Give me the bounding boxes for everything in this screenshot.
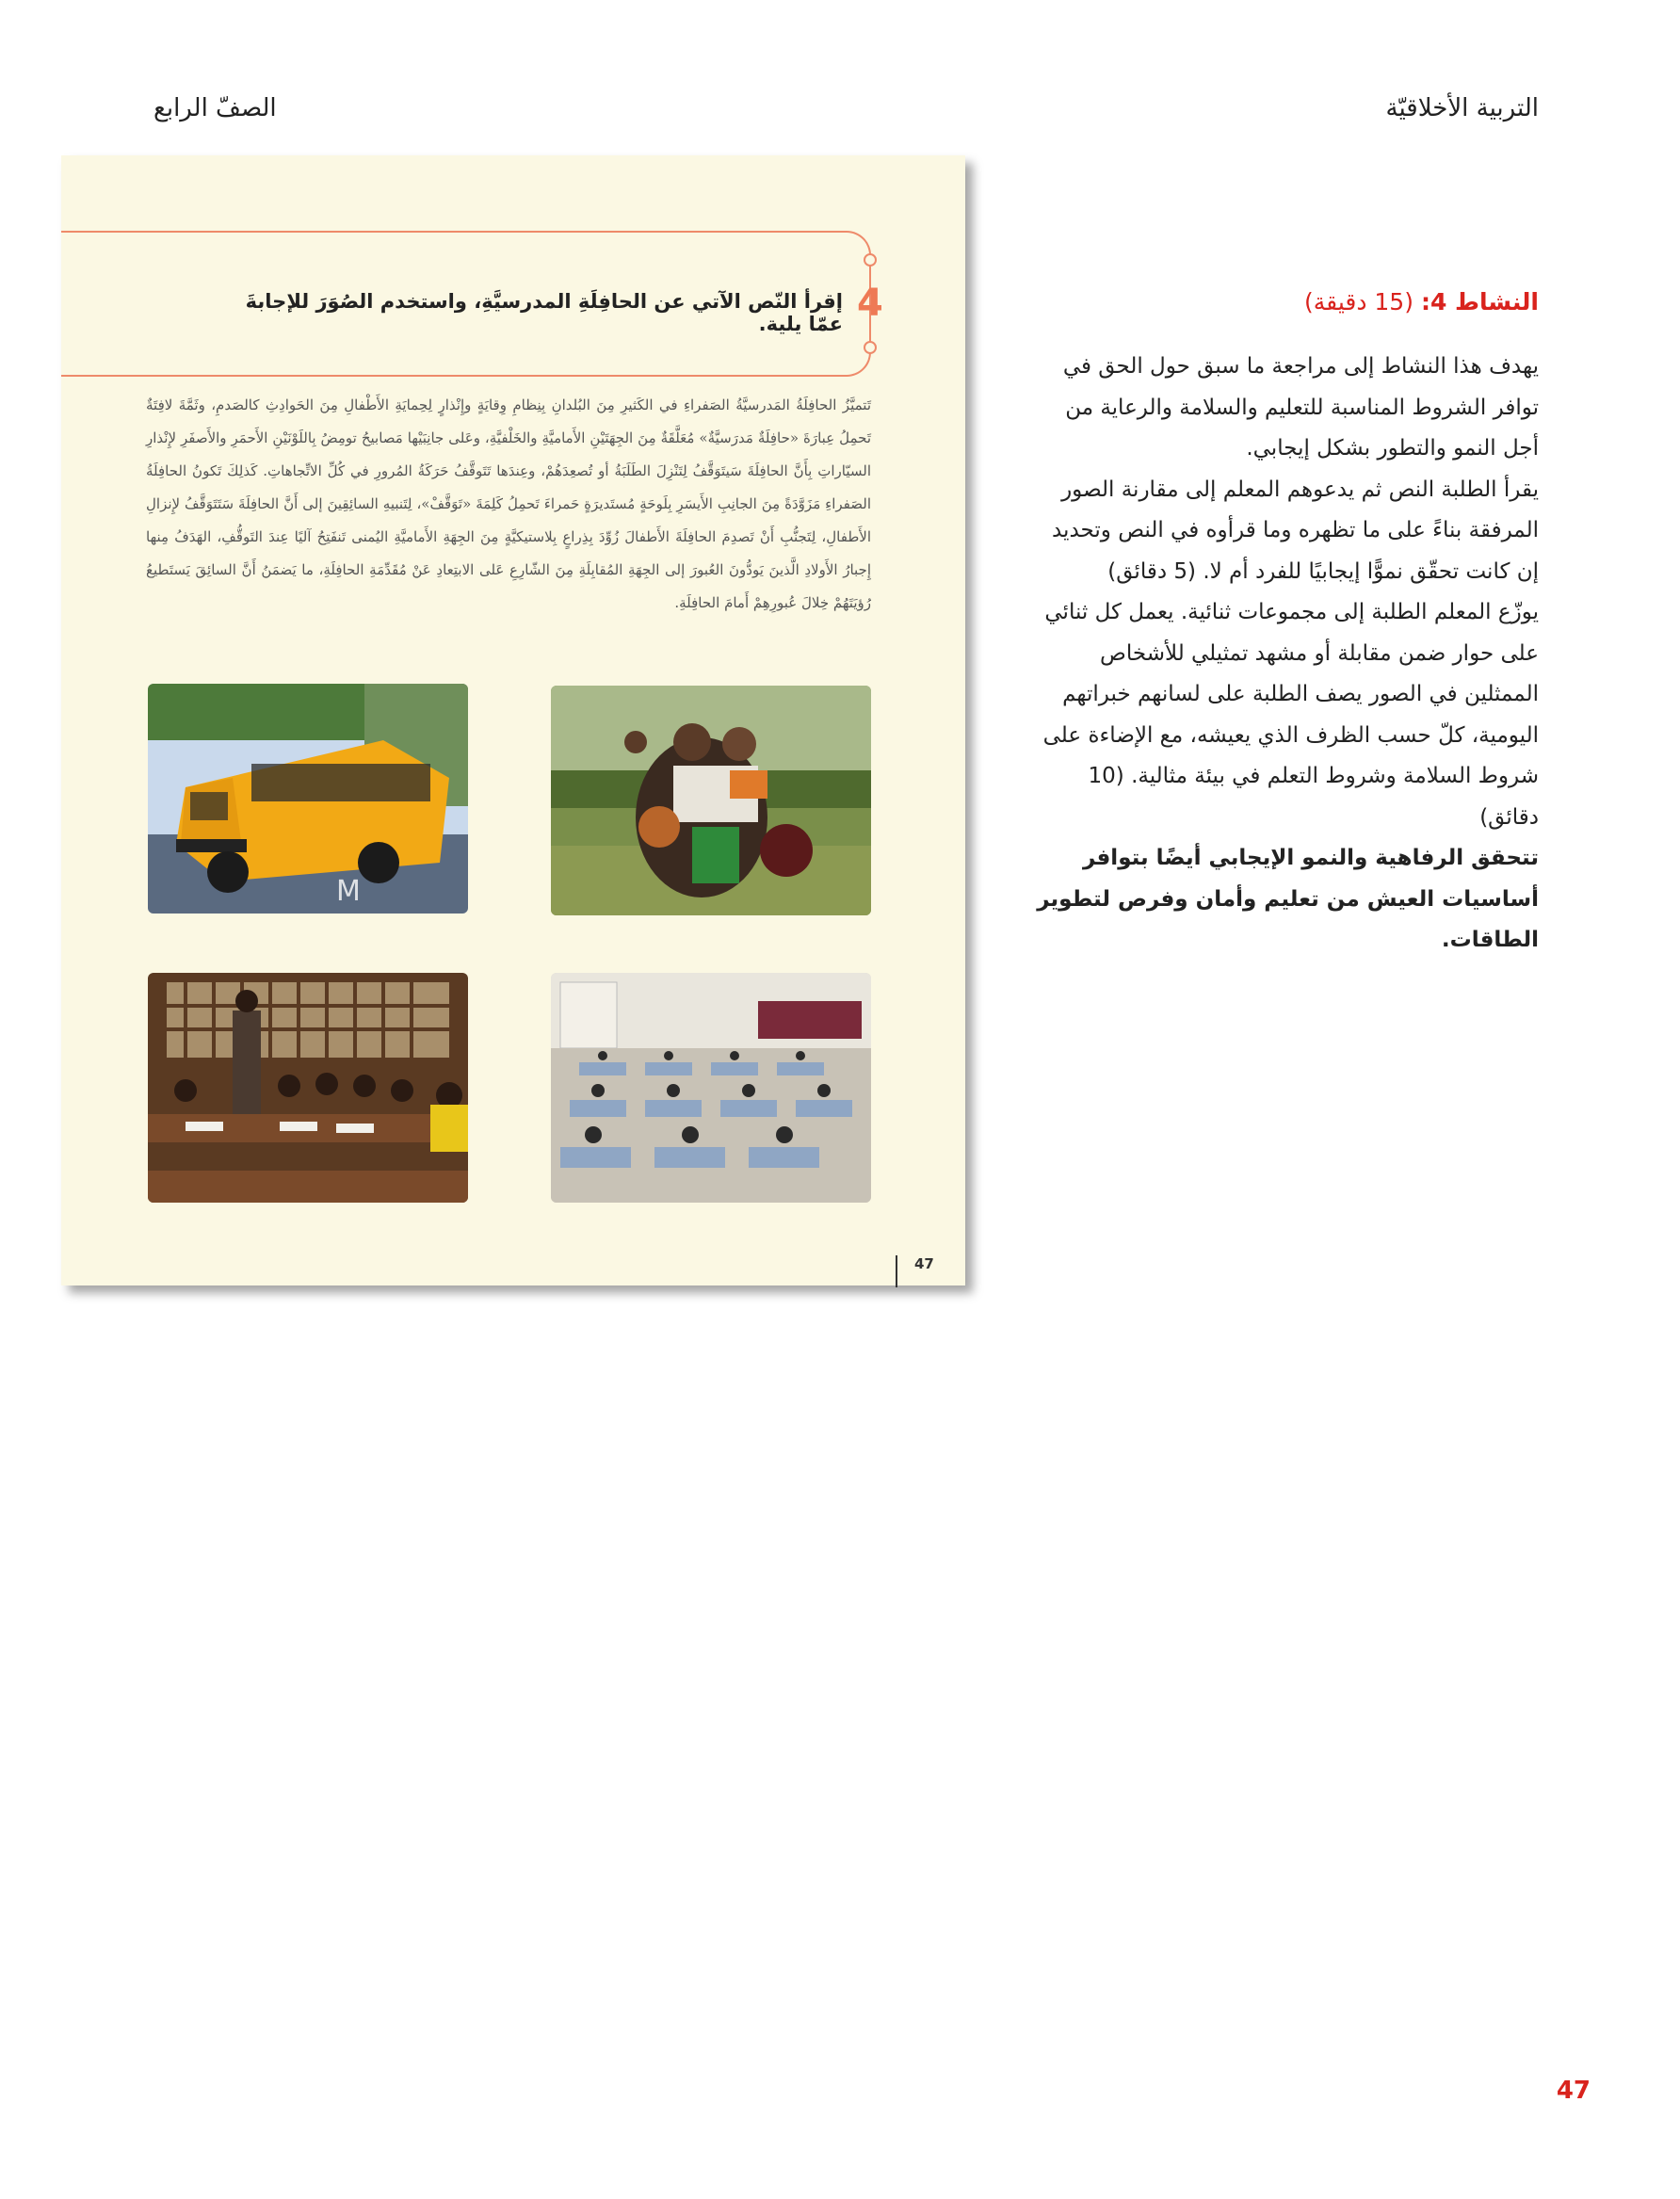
notes-paragraph: يهدف هذا النشاط إلى مراجعة ما سبق حول الحق في توافر الشروط المناسبة للتعليم والسلامة والرعاية من أجل النمو والتطور بشكل إيجابي. <box>1062 354 1539 461</box>
modern-classroom-photo <box>551 973 871 1203</box>
notes-paragraph: يقرأ الطلبة النص ثم يدعوهم المعلم إلى مقارنة الصور المرفقة بناءً على ما تظهره وما قرأوه في النص وتحديد إن كانت تحقّق نموًّا إيجابيًا للفرد أم لا. (5 دقائق) <box>1051 477 1539 584</box>
notes-conclusion: تتحقق الرفاهية والنمو الإيجابي أيضًا بتوافر أساسيات العيش من تعليم وأمان وفرص لتطوير الطاقات. <box>1037 846 1539 952</box>
activity-number: 4 <box>857 282 883 325</box>
school-bus-passage: تَتميَّزُ الحافِلَةُ المَدرسيَّةُ الصَفراءِ في الكَثيرِ مِنَ البُلدانِ بِنِظامِ وِقايَةٍ وإِنْذارٍ لِحِمايَةِ الأَطْفالِ مِنَ الحَوادِثِ كالصَدمِ، وثَمَّةَ لافِتَةٌ تَحمِلُ عِبارَةَ «حافِلَةٌ مَدرَسيَّةٌ» مُعَلَّقَةٌ مِنَ الجِهَتَيْنِ الأَماميَّةِ والخَلْفيَّةِ، وعَلى جانِبَيْها مَصابيحُ تومِضُ بِاللَوْنَيْنِ الأَحمَرِ والأَصفَرِ لإِنْذارِ السيّاراتِ بِأَنَّ الحافِلَةَ سَيتَوَقَّفُ لِتَنْزِلَ الطَلَبَةُ أو تُصعِدَهُمْ، وعِندَها تَتَوقَّفُ حَرَكَةُ المُرورِ في كُلِّ الاتِّجاهاتِ. كَذلِكَ تَكونُ الحافِلَةُ الصَفراءِ مَزَوَّدَةً مِنَ الجانِبِ الأَيسَرِ بِلَوحَةٍ مُستَديرَةٍ حَمراءَ تَحمِلُ كَلِمَةَ «تَوَقَّفْ»، لِتَنبيهِ السائِقِينَ إلى أَنَّ الحافِلَةَ سَتَتَوَقَّفُ لإِنزالِ الأَطفالِ، لِتَجنُّبِ أَنْ تَصدِمَ الحافِلَةَ الأَطفالَ زُوِّدَ بِذِراعٍ بِلاستيكيَّةٍ مِنَ الجِهَةِ الأَماميَّةِ اليُمنى تَنفَتِحُ آليًا عِندَ التَوقُّفِ، الهَدَفُ مِنها إِجبارُ الأَولادِ الَّذينَ يَودُّونَ العُبورَ إلى الجِهَةِ المُقابِلَةِ مِنَ الشّارِعِ عَلى الابتِعادِ عَنْ مُقَدِّمَةِ الحافِلَةِ، ما يَضمَنُ أَنَّ السائِقَ يَستَطيعُ رُؤيَتَهُمْ خِلالَ عُبورِهِمْ أَمامَ الحافِلَةِ. <box>146 396 871 611</box>
rural-classroom-photo <box>148 973 468 1203</box>
children-on-motorbike-photo <box>551 686 871 915</box>
yellow-school-bus-photo <box>148 684 468 914</box>
svg-text:M: M <box>336 875 361 908</box>
activity-heading <box>1304 288 1539 315</box>
activity-heading-label: النشاط 4: <box>1420 288 1539 315</box>
grade-title: الصفّ الرابع <box>153 94 277 122</box>
activity-instruction: إقرأ النّص الآتي عن الحافِلَةِ المدرسيَّةِ، واستخدم الصُوَرَ للإجابةَ عمّا يلية. <box>245 290 843 335</box>
student-book-page <box>61 155 965 1285</box>
notes-paragraph: يوزّع المعلم الطلبة إلى مجموعات ثنائية. يعمل كل ثنائي على حوار ضمن مقابلة أو مشهد تمثيلي للأشخاص الممثلين في الصور يصف الطلبة على لسانهم خبراتهم اليومية، كلّ حسب الظرف الذي يعيشه، مع الإضاءة على شروط السلامة وشروط التعلم في بيئة مثالية. (10 دقائق) <box>1042 600 1539 830</box>
activity-heading-time: (15 دقيقة) <box>1304 288 1413 315</box>
inset-footer-divider <box>896 1255 897 1287</box>
teacher-notes <box>1026 347 1539 962</box>
subject-title: التربية الأخلاقيّة <box>1385 94 1539 122</box>
frame-knob-bottom <box>864 341 877 354</box>
frame-knob-top <box>864 253 877 267</box>
page-number: 47 <box>1556 2077 1591 2105</box>
inset-page-number: 47 <box>914 1255 934 1272</box>
